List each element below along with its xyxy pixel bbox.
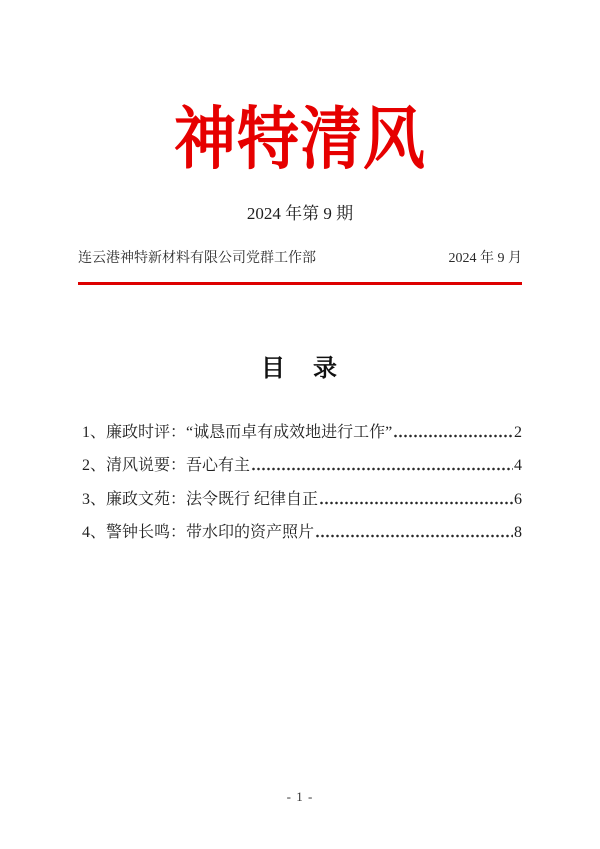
toc-page-number: 4	[514, 457, 522, 475]
toc-dot-leader	[319, 483, 513, 517]
red-divider-rule	[78, 282, 522, 285]
publication-date: 2024 年 9 月	[448, 250, 522, 266]
toc-item-label: 1、廉政时评：“诚恳而卓有成效地进行工作”	[82, 423, 393, 441]
toc-item	[82, 416, 522, 450]
toc-dot-leader	[393, 416, 513, 450]
toc-page-number: 6	[514, 490, 522, 508]
toc-item-label: 4、警钟长鸣：带水印的资产照片	[82, 524, 315, 542]
toc-page-number: 8	[514, 524, 522, 542]
toc-heading: 目 录	[261, 355, 339, 382]
newsletter-title: 神特清风	[173, 103, 426, 179]
toc-page-number: 2	[514, 423, 522, 441]
toc-dot-leader	[315, 516, 513, 550]
publisher-name: 连云港神特新材料有限公司党群工作部	[78, 250, 316, 266]
toc-item	[82, 516, 522, 550]
issue-number: 2024 年第 9 期	[246, 204, 354, 223]
masthead-row	[78, 250, 522, 268]
toc-dot-leader	[251, 449, 513, 483]
toc-item-label: 3、廉政文苑：法令既行 纪律自正	[82, 490, 319, 508]
toc-item	[82, 483, 522, 517]
toc-item	[82, 449, 522, 483]
toc-item-label: 2、清风说要：吾心有主	[82, 457, 251, 475]
footer-page-number: - 1 -	[286, 789, 314, 804]
toc-list	[78, 416, 522, 550]
